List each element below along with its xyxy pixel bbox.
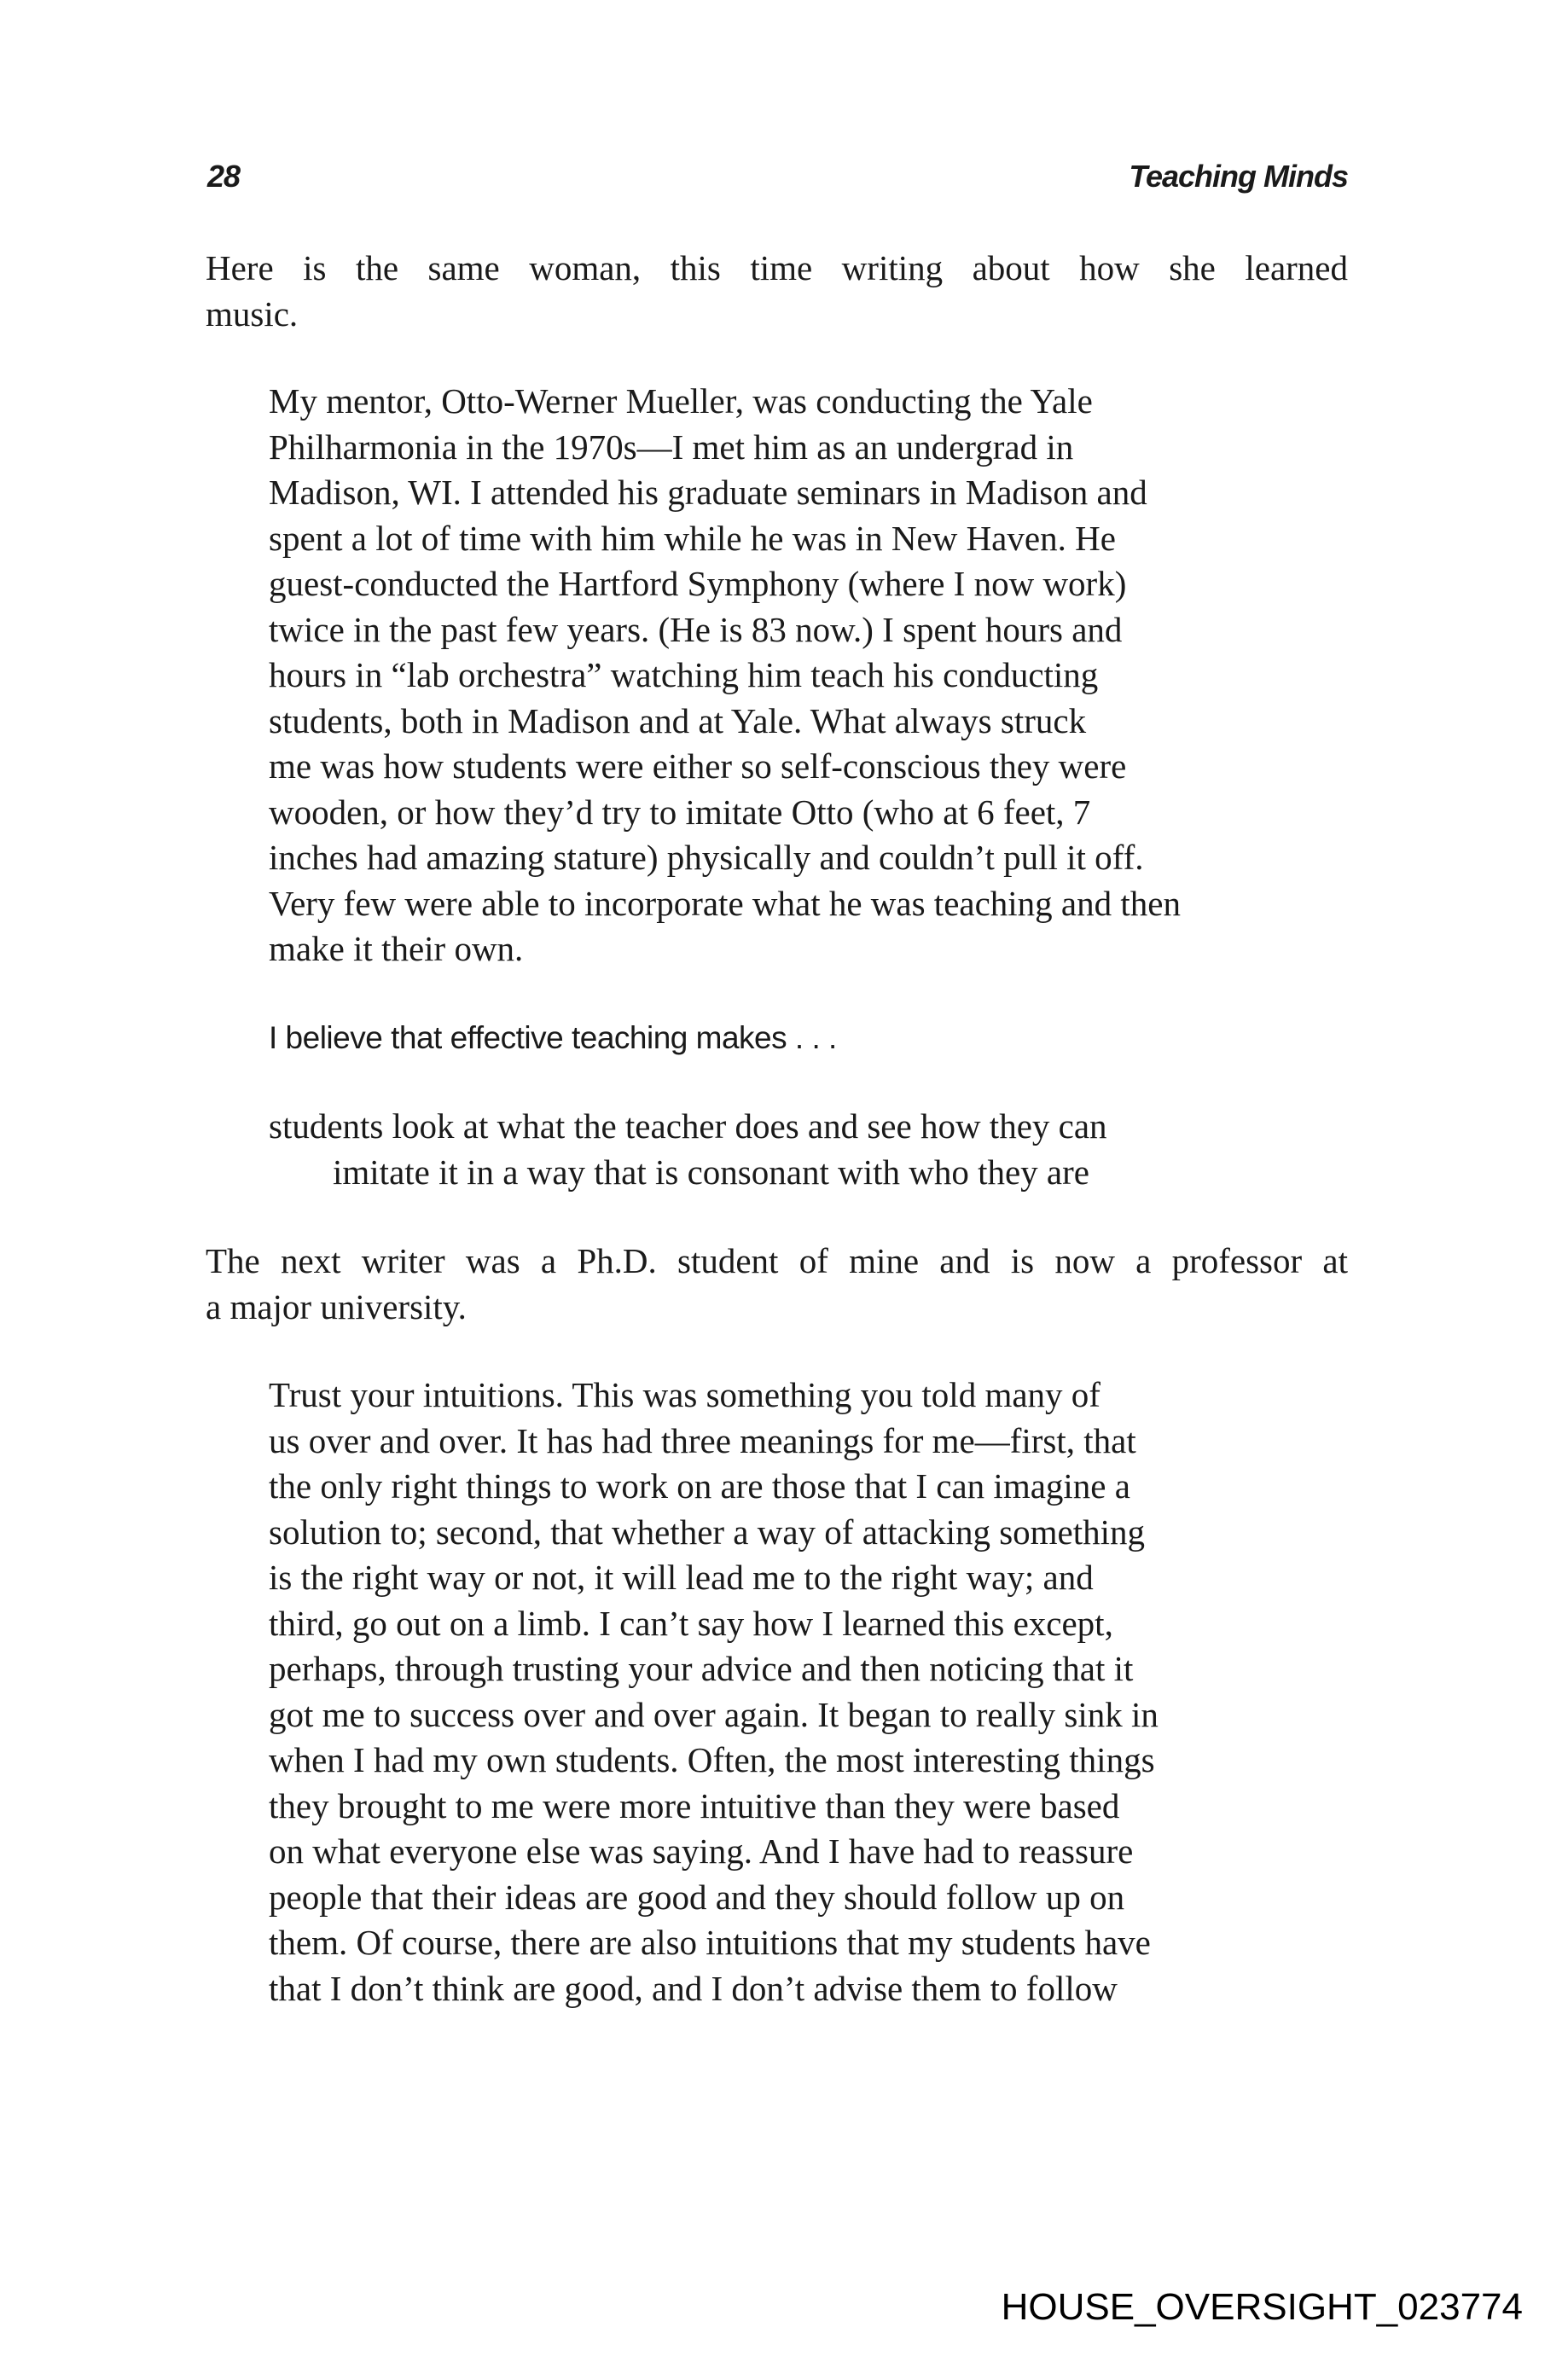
bates-stamp: HOUSE_OVERSIGHT_023774	[1001, 2286, 1523, 2328]
quote-line: us over and over. It has had three meanings for me—first, that	[269, 1420, 1136, 1460]
quote-line: My mentor, Otto-Werner Mueller, was conducting the Yale	[269, 381, 1093, 421]
quote-line: wooden, or how they’d try to imitate Otto (who at 6 feet, 7	[269, 792, 1091, 832]
quote-line: twice in the past few years. (He is 83 now.) I spent hours and	[269, 609, 1123, 649]
quote-line: Trust your intuitions. This was something you told many of	[269, 1375, 1101, 1414]
quote-line: guest-conducted the Hartford Symphony (where I now work)	[269, 564, 1127, 603]
quote-line: got me to success over and over again. It began to really sink in	[269, 1694, 1159, 1734]
quote-line: they brought to me were more intuitive than they were based	[269, 1785, 1120, 1825]
quote-line: inches had amazing stature) physically and couldn’t pull it off.	[269, 838, 1144, 877]
quote-line: is the right way or not, it will lead me to the right way; and	[269, 1558, 1094, 1597]
intro-paragraph-2	[206, 1239, 1348, 1330]
quote-line: on what everyone else was saying. And I have had to reassure	[269, 1831, 1134, 1871]
quote-line: me was how students were either so self-conscious they were	[269, 746, 1127, 786]
response-quote	[269, 1104, 1361, 1195]
text-line: The next writer was a Ph.D. student of mine and is now a professor at	[206, 1241, 1348, 1280]
quote-line: the only right things to work on are those that I can imagine a	[269, 1466, 1130, 1506]
quote-line: that I don’t think are good, and I don’t advise them to follow	[269, 1968, 1118, 2008]
quote-line: solution to; second, that whether a way of attacking something	[269, 1512, 1146, 1552]
text-line: Here is the same woman, this time writing about how she learned	[206, 248, 1348, 287]
block-quote-2	[269, 1373, 1361, 2011]
block-quote-1	[269, 379, 1361, 972]
quote-line: them. Of course, there are also intuitions that my students have	[269, 1923, 1151, 1962]
quote-line: Very few were able to incorporate what he was teaching and then	[269, 883, 1181, 923]
quote-line: perhaps, through trusting your advice and then noticing that it	[269, 1649, 1134, 1688]
quote-line: spent a lot of time with him while he was in New Haven. He	[269, 518, 1116, 558]
quote-line: make it their own.	[269, 929, 524, 968]
quote-line: students, both in Madison and at Yale. What always struck	[269, 700, 1087, 740]
quote-line: people that their ideas are good and they should follow up on	[269, 1877, 1125, 1917]
quote-line: third, go out on a limb. I can’t say how I learned this except,	[269, 1603, 1113, 1643]
text-line: music.	[206, 293, 299, 334]
prompt-line: I believe that effective teaching makes . . .	[269, 1020, 837, 1055]
quote-line: Madison, WI. I attended his graduate seminars in Madison and	[269, 473, 1147, 512]
quote-line: hours in “lab orchestra” watching him teach his conducting	[269, 655, 1099, 694]
text-line: students look at what the teacher does and see how they can	[269, 1106, 1107, 1146]
text-line: imitate it in a way that is consonant with who they are	[333, 1152, 1089, 1192]
intro-paragraph-1	[206, 246, 1348, 337]
quote-line: when I had my own students. Often, the most interesting things	[269, 1740, 1155, 1779]
running-title: Teaching Minds	[1129, 159, 1348, 194]
text-line: a major university.	[206, 1286, 467, 1326]
page-number: 28	[207, 159, 241, 194]
quote-line: Philharmonia in the 1970s—I met him as an undergrad in	[269, 427, 1074, 467]
